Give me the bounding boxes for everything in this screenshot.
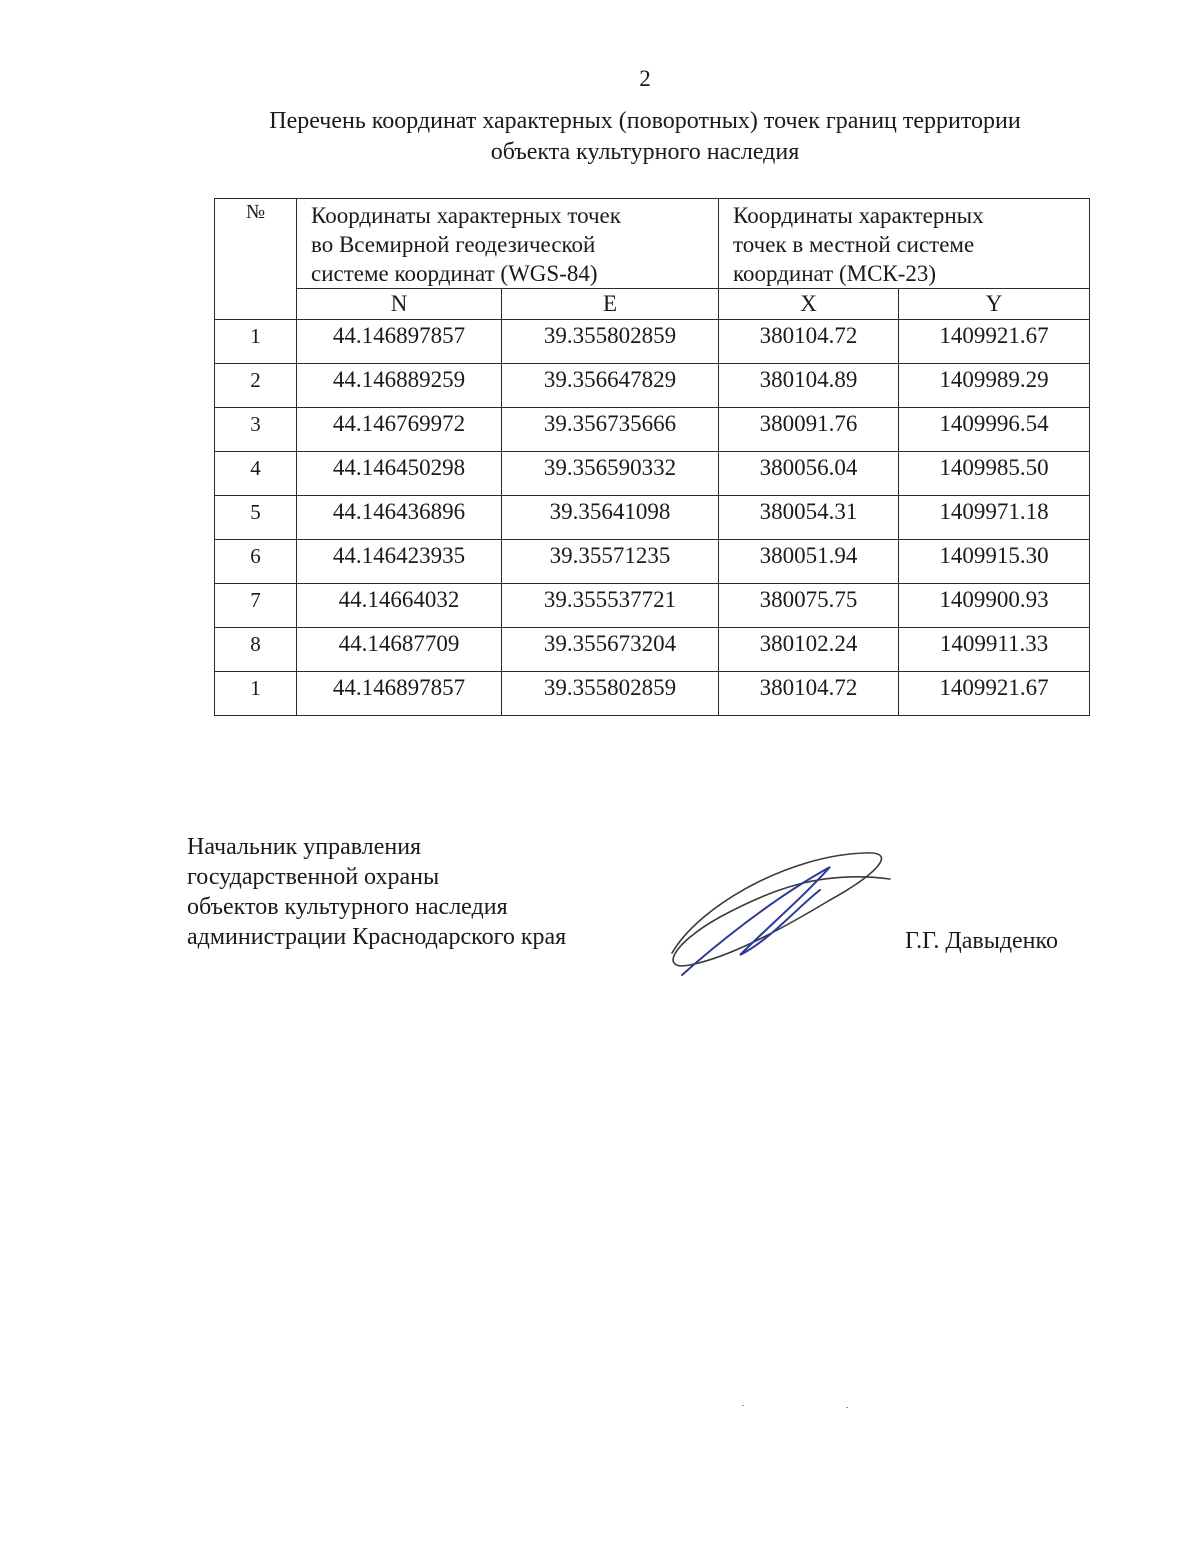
cell-number: 1 bbox=[215, 320, 297, 364]
table-row bbox=[215, 540, 1090, 584]
cell-n: 44.146450298 bbox=[297, 452, 502, 496]
cell-y: 1409921.67 bbox=[899, 320, 1090, 364]
scan-artifact bbox=[846, 1407, 848, 1408]
cell-e: 39.356590332 bbox=[502, 452, 719, 496]
cell-number: 5 bbox=[215, 496, 297, 540]
cell-x: 380104.72 bbox=[719, 672, 899, 716]
cell-n: 44.146769972 bbox=[297, 408, 502, 452]
cell-number: 1 bbox=[215, 672, 297, 716]
document-title-line-1: Перечень координат характерных (поворотных) точек границ территории bbox=[269, 108, 1021, 134]
header-wgs84-line-2: во Всемирной геодезической bbox=[311, 232, 596, 257]
header-number: № bbox=[215, 199, 297, 320]
cell-x: 380102.24 bbox=[719, 628, 899, 672]
cell-number: 8 bbox=[215, 628, 297, 672]
header-y: Y bbox=[899, 289, 1090, 320]
cell-y: 1409989.29 bbox=[899, 364, 1090, 408]
header-wgs84-line-3: системе координат (WGS-84) bbox=[311, 261, 598, 286]
table-row bbox=[215, 496, 1090, 540]
cell-number: 7 bbox=[215, 584, 297, 628]
cell-n: 44.146436896 bbox=[297, 496, 502, 540]
scan-artifact bbox=[742, 1405, 744, 1406]
header-x: X bbox=[719, 289, 899, 320]
header-wgs84-line-1: Координаты характерных точек bbox=[311, 203, 621, 228]
page-number: 2 bbox=[639, 66, 651, 91]
cell-y: 1409985.50 bbox=[899, 452, 1090, 496]
header-e: E bbox=[502, 289, 719, 320]
cell-x: 380104.72 bbox=[719, 320, 899, 364]
table-subheader-row bbox=[215, 289, 1090, 320]
cell-x: 380054.31 bbox=[719, 496, 899, 540]
cell-e: 39.356735666 bbox=[502, 408, 719, 452]
header-msk23 bbox=[719, 199, 1090, 289]
cell-y: 1409911.33 bbox=[899, 628, 1090, 672]
cell-e: 39.355673204 bbox=[502, 628, 719, 672]
cell-e: 39.35571235 bbox=[502, 540, 719, 584]
signature-stroke-outer bbox=[672, 853, 890, 966]
cell-n: 44.146897857 bbox=[297, 320, 502, 364]
signatory-position-line-1: Начальник управления bbox=[187, 834, 422, 860]
cell-x: 380091.76 bbox=[719, 408, 899, 452]
cell-x: 380104.89 bbox=[719, 364, 899, 408]
cell-n: 44.14664032 bbox=[297, 584, 502, 628]
cell-y: 1409996.54 bbox=[899, 408, 1090, 452]
cell-number: 2 bbox=[215, 364, 297, 408]
table-row bbox=[215, 452, 1090, 496]
coordinates-table bbox=[214, 198, 1090, 716]
signatory-position-line-3: объектов культурного наследия bbox=[187, 894, 508, 920]
cell-number: 3 bbox=[215, 408, 297, 452]
cell-y: 1409921.67 bbox=[899, 672, 1090, 716]
signatory-position-line-2: государственной охраны bbox=[187, 864, 440, 890]
cell-y: 1409915.30 bbox=[899, 540, 1090, 584]
cell-x: 380056.04 bbox=[719, 452, 899, 496]
table-header-row bbox=[215, 199, 1090, 289]
cell-y: 1409971.18 bbox=[899, 496, 1090, 540]
signatory-position bbox=[187, 832, 566, 952]
cell-e: 39.356647829 bbox=[502, 364, 719, 408]
header-n: N bbox=[297, 289, 502, 320]
table-row bbox=[215, 584, 1090, 628]
table-row bbox=[215, 320, 1090, 364]
cell-e: 39.35641098 bbox=[502, 496, 719, 540]
cell-e: 39.355537721 bbox=[502, 584, 719, 628]
header-wgs84 bbox=[297, 199, 719, 289]
cell-x: 380051.94 bbox=[719, 540, 899, 584]
cell-n: 44.146897857 bbox=[297, 672, 502, 716]
header-msk23-line-3: координат (МСК-23) bbox=[733, 261, 937, 286]
cell-number: 4 bbox=[215, 452, 297, 496]
signatory-position-line-4: администрации Краснодарского края bbox=[187, 924, 567, 950]
document-title-line-2: объекта культурного наследия bbox=[490, 139, 800, 165]
cell-e: 39.355802859 bbox=[502, 320, 719, 364]
cell-y: 1409900.93 bbox=[899, 584, 1090, 628]
table-row bbox=[215, 408, 1090, 452]
table-row bbox=[215, 364, 1090, 408]
cell-x: 380075.75 bbox=[719, 584, 899, 628]
cell-n: 44.146889259 bbox=[297, 364, 502, 408]
document-title bbox=[140, 106, 1150, 168]
header-msk23-line-1: Координаты характерных bbox=[733, 203, 984, 228]
handwritten-signature bbox=[660, 845, 900, 980]
table-row bbox=[215, 672, 1090, 716]
signatory-name: Г.Г. Давыденко bbox=[905, 928, 1058, 954]
cell-n: 44.14687709 bbox=[297, 628, 502, 672]
header-msk23-line-2: точек в местной системе bbox=[733, 232, 975, 257]
cell-n: 44.146423935 bbox=[297, 540, 502, 584]
cell-e: 39.355802859 bbox=[502, 672, 719, 716]
table-row bbox=[215, 628, 1090, 672]
cell-number: 6 bbox=[215, 540, 297, 584]
